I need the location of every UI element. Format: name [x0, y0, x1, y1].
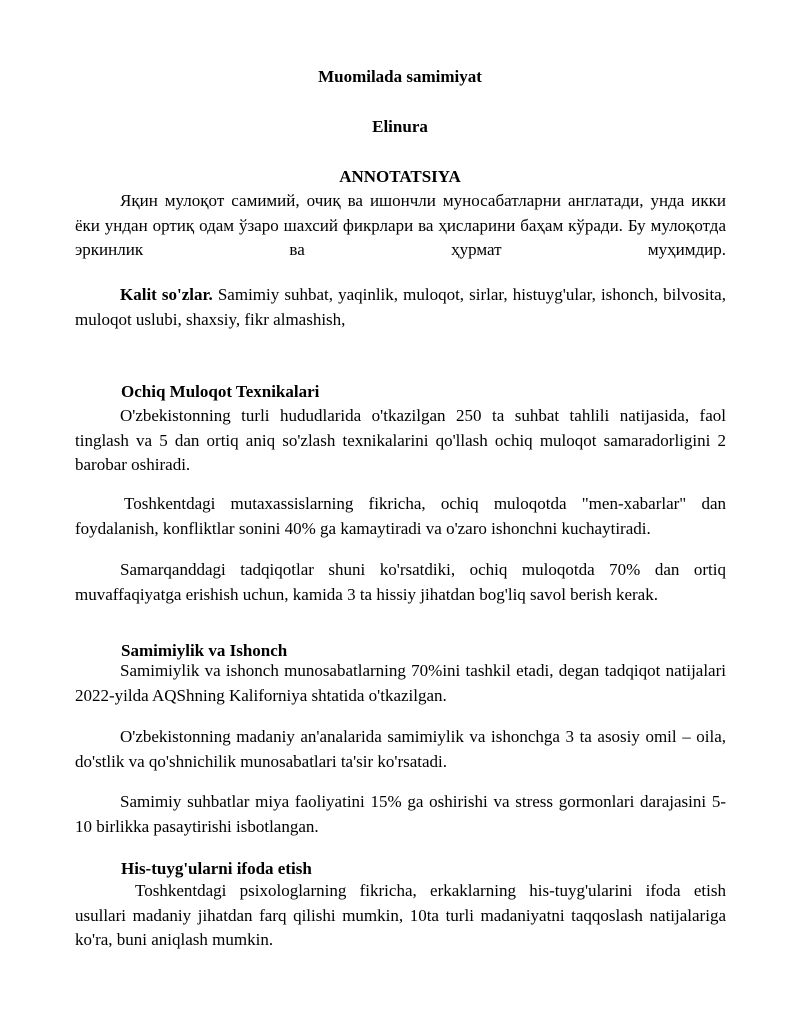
paragraph	[75, 404, 726, 478]
paragraph	[75, 558, 726, 607]
paragraph	[75, 659, 726, 708]
keywords-paragraph	[75, 283, 726, 332]
paragraph-text: O'zbekistonning turli hududlarida o'tkazilgan 250 ta suhbat tahlili natijasida, faol tinglash va 5 dan ortiq aniq so'zlash texnikalarini qo'llash ochiq muloqot samaradorligini 2 barobar oshiradi.	[75, 406, 726, 474]
keywords-label: Kalit so'zlar.	[120, 285, 213, 304]
paragraph	[75, 725, 726, 774]
keywords-text: Samimiy suhbat, yaqinlik, muloqot, sirlar, histuyg'ular, ishonch, bilvosita, muloqot uslubi, shaxsiy, fikr almashish,	[75, 285, 726, 329]
annotation-heading: ANNOTATSIYA	[339, 167, 461, 186]
paragraph-text: Samimiy suhbatlar miya faoliyatini 15% ga oshirishi va stress gormonlari darajasini 5-10 birlikka pasaytirishi isbotlangan.	[75, 792, 726, 836]
annotation-paragraph	[75, 189, 726, 263]
document-title: Muomilada samimiyat	[318, 67, 482, 86]
paragraph-text: O'zbekistonning madaniy an'analarida samimiylik va ishonchga 3 ta asosiy omil – oila, do'stlik va qo'shnichilik munosabatlari ta'sir ko'rsatadi.	[75, 727, 726, 771]
section-heading-sincerity-trust: Samimiylik va Ishonch	[121, 641, 288, 660]
paragraph-text: Toshkentdagi psixologlarning fikricha, erkaklarning his-tuyg'ularini ifoda etish usullari madaniy jihatdan farq qilishi mumkin, 10ta turli madaniyatni taqqoslash natijalariga ko'ra, buni aniqlash mumkin.	[75, 881, 726, 949]
paragraph	[75, 492, 726, 541]
section-heading-open-communication: Ochiq Muloqot Texnikalari	[121, 382, 320, 401]
section-heading-emotions: His-tuyg'ularni ifoda etish	[121, 859, 312, 878]
paragraph	[75, 879, 726, 953]
paragraph-text: Samimiylik va ishonch munosabatlarning 70%ini tashkil etadi, degan tadqiqot natijalari 2022-yilda AQShning Kaliforniya shtatida o'tkazilgan.	[75, 661, 726, 705]
paragraph-text: Toshkentdagi mutaxassislarning fikricha, ochiq muloqotda "men-xabarlar" dan foydalanish, konfliktlar sonini 40% ga kamaytiradi va o'zaro ishonchni kuchaytiradi.	[75, 494, 726, 538]
paragraph-text: Samarqanddagi tadqiqotlar shuni ko'rsatdiki, ochiq muloqotda 70% dan ortiq muvaffaqiyatga erishish uchun, kamida 3 ta hissiy jihatdan bog'liq savol berish kerak.	[75, 560, 726, 604]
author-name: Elinura	[372, 117, 428, 136]
paragraph	[75, 790, 726, 839]
annotation-text: Яқин мулоқот самимий, очиқ ва ишончли муносабатларни англатади, унда икки ёки ундан ортиқ одам ўзаро шахсий фикрлари ва ҳисларини баҳам кўради. Бу мулоқотда эркинлик ва ҳурмат муҳимдир.	[75, 191, 726, 259]
